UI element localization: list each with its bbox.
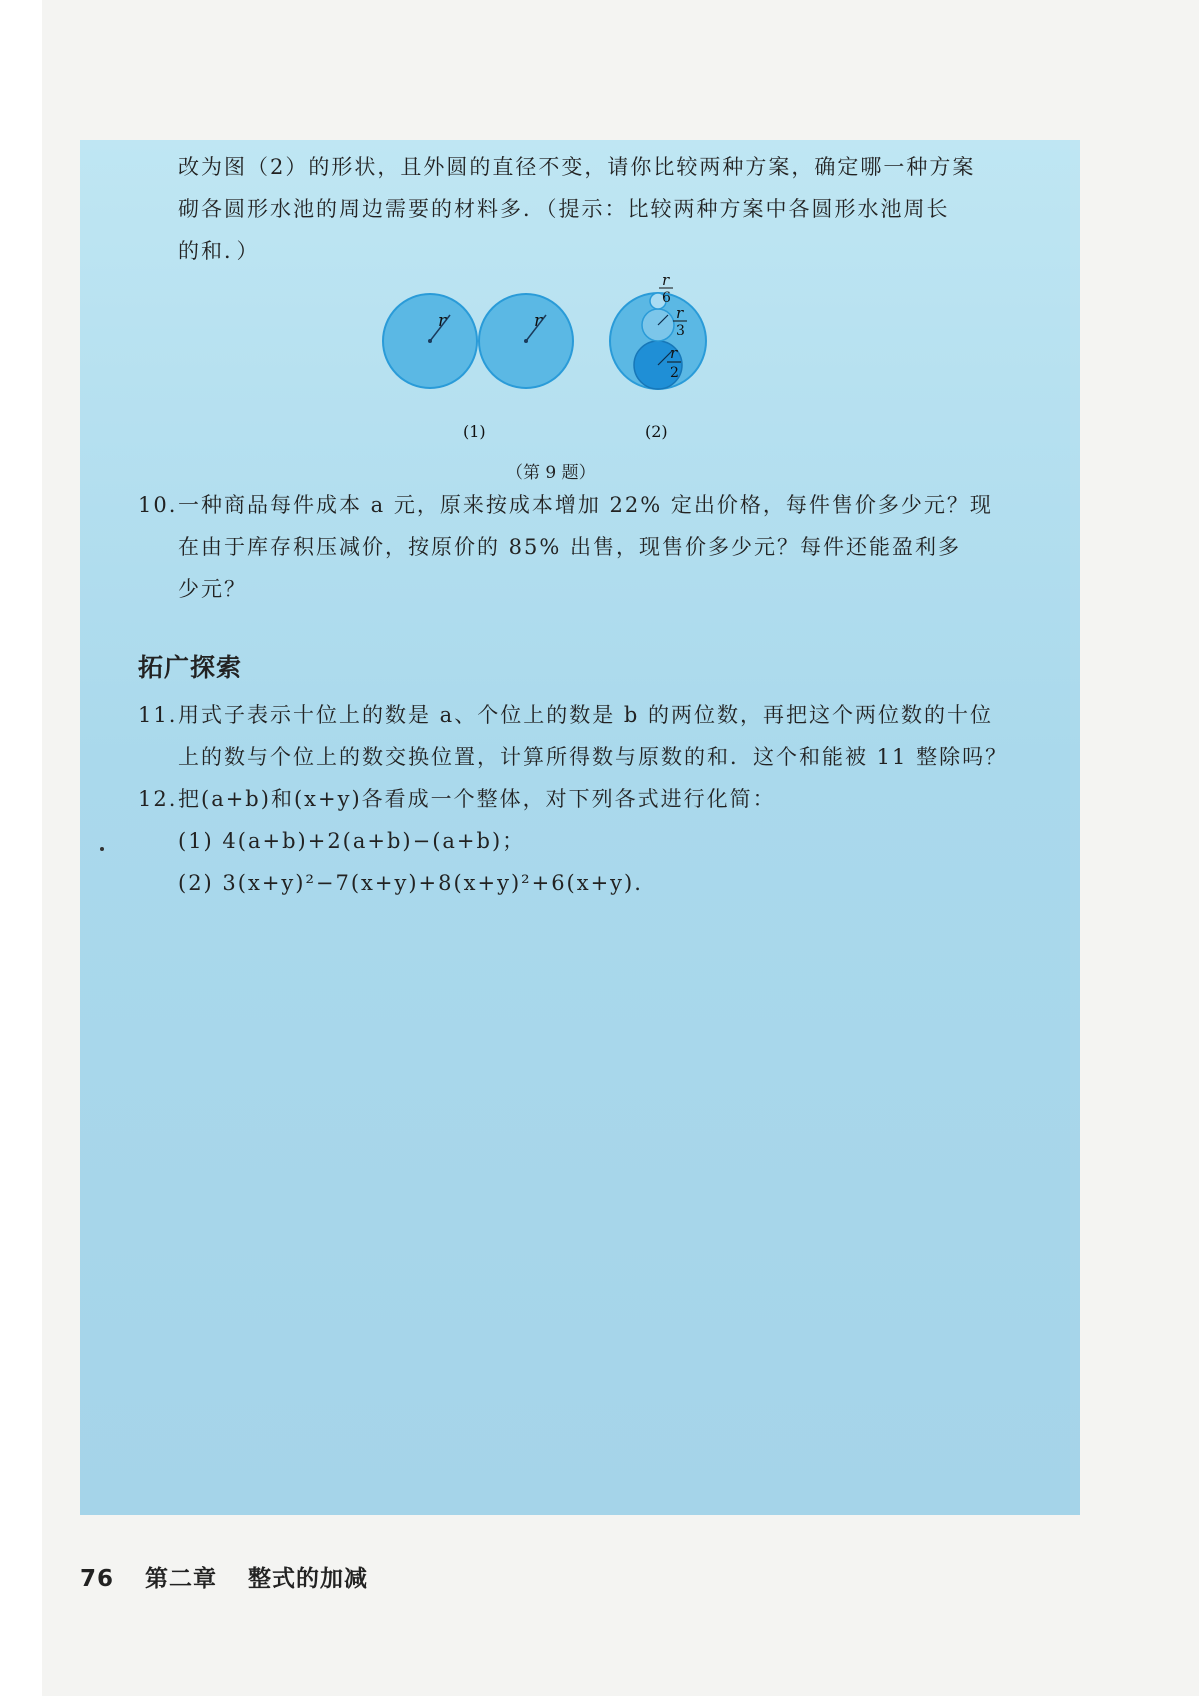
section-title: 拓广探索 xyxy=(138,653,243,682)
q10-line-1: 一种商品每件成本 a 元，原来按成本增加 22% 定出价格，每件售价多少元？现 xyxy=(178,493,993,517)
frac-sixth-den: 6 xyxy=(662,290,671,306)
chapter-label: 第二章 xyxy=(145,1566,218,1592)
q9-line-1: 改为图（2）的形状，且外圆的直径不变，请你比较两种方案，确定哪一种方案 xyxy=(178,155,976,179)
q10-line-3: 少元？ xyxy=(178,577,247,601)
page-number: 76 xyxy=(80,1566,115,1592)
radius-label-right: r xyxy=(534,311,543,331)
figure-1-two-circles xyxy=(383,294,573,388)
frac-half-den: 2 xyxy=(670,365,679,381)
figure-label-1: (1) xyxy=(463,422,486,441)
q11-line-1: 用式子表示十位上的数是 a、个位上的数是 b 的两位数，再把这个两位数的十位 xyxy=(178,703,993,727)
q10-number: 10. xyxy=(138,493,178,517)
q9-line-2: 砌各圆形水池的周边需要的材料多．（提示：比较两种方案中各圆形水池周长 xyxy=(178,197,950,221)
q12-item-2: (2) 3(x+y)²−7(x+y)+8(x+y)²+6(x+y). xyxy=(178,871,643,895)
chapter-title: 整式的加减 xyxy=(248,1566,369,1592)
figure-caption: （第 9 题） xyxy=(506,463,596,483)
q9-line-3: 的和．） xyxy=(178,239,260,263)
q11-line-2: 上的数与个位上的数交换位置，计算所得数与原数的和．这个和能被 11 整除吗？ xyxy=(178,745,1009,769)
stray-mark xyxy=(100,847,104,851)
radius-label-left: r xyxy=(438,311,447,331)
frac-third-den: 3 xyxy=(676,323,685,339)
q12-line-1: 把(a+b)和(x+y)各看成一个整体，对下列各式进行化简： xyxy=(178,787,776,811)
q12-number: 12. xyxy=(138,787,178,811)
q12-item-1: (1) 4(a+b)+2(a+b)−(a+b)； xyxy=(178,829,526,853)
q9-figure xyxy=(400,271,800,445)
figure-label-2: (2) xyxy=(645,422,668,441)
frac-sixth-num: r xyxy=(662,271,670,289)
q10-line-2: 在由于库存积压减价，按原价的 85% 出售，现售价多少元？每件还能盈利多 xyxy=(178,535,962,559)
page-footer xyxy=(80,1560,390,1593)
frac-third-num: r xyxy=(676,304,684,322)
frac-half-num: r xyxy=(670,344,678,362)
q11-number: 11. xyxy=(138,703,178,727)
page-margin-strip xyxy=(0,0,42,1696)
figure-2-nested-circles xyxy=(610,271,706,389)
